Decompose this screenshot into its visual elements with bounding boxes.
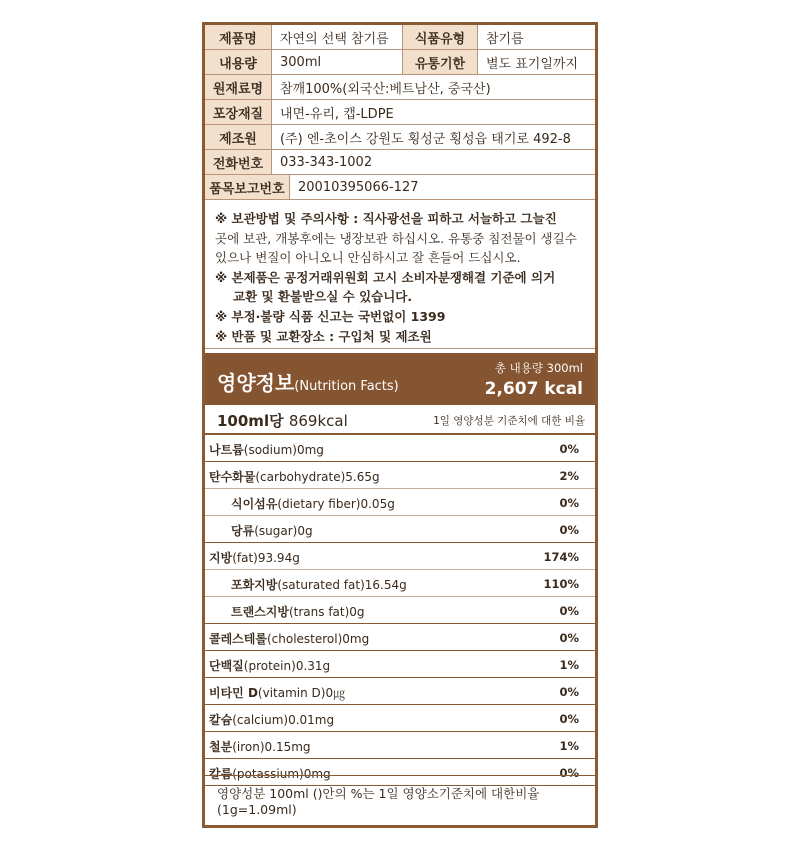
nutrition-title-en: (Nutrition Facts) bbox=[294, 379, 399, 394]
nutrient-amount: 0.05g bbox=[360, 497, 395, 511]
nutrient-name bbox=[231, 603, 365, 620]
nutrient-name-en: (iron) bbox=[232, 740, 265, 754]
nutrient-name-en: (cholesterol) bbox=[266, 632, 343, 646]
nutrient-amount: 0.31g bbox=[295, 659, 331, 673]
nutrient-name bbox=[209, 441, 324, 458]
info-row-phone bbox=[205, 150, 595, 175]
nutrient-row bbox=[205, 489, 595, 516]
nutrient-amount: 0.01mg bbox=[288, 713, 335, 727]
nutrient-daily-percent: 110% bbox=[543, 577, 579, 591]
nutrient-row bbox=[205, 570, 595, 597]
nutrient-name-en: (vitamin D) bbox=[257, 686, 326, 700]
storage-notice bbox=[205, 201, 595, 349]
nutrient-row bbox=[205, 543, 595, 570]
notice-line-6: ※ 부정·불량 식품 신고는 국번없이 1399 bbox=[215, 308, 446, 324]
nutrient-daily-percent: 0% bbox=[559, 523, 579, 537]
nutrient-name-en: (potassium) bbox=[232, 767, 304, 781]
ingredients-value: 참깨100%(외국산:베트남산, 중국산) bbox=[280, 81, 491, 97]
nutrient-name-en: (calcium) bbox=[232, 713, 289, 727]
nutrient-amount: 93.94g bbox=[257, 551, 300, 565]
nutrient-amount: 0g bbox=[349, 605, 365, 619]
nutrient-amount: 0.15mg bbox=[264, 740, 311, 754]
nutrient-name-ko: 단백질 bbox=[209, 659, 244, 673]
nutrient-amount: 5.65g bbox=[345, 470, 380, 484]
per-serving-kcal: 869kcal bbox=[288, 412, 348, 430]
ingredients-label: 원재료명 bbox=[205, 75, 272, 99]
nutrient-name bbox=[209, 711, 334, 728]
nutrient-name-en: (sugar) bbox=[254, 524, 298, 538]
notice-line-2: 곳에 보관, 개봉후에는 냉장보관 하십시오. 유통중 침전물이 생길수 bbox=[215, 230, 577, 246]
nutrient-name-ko: 지방 bbox=[209, 551, 233, 565]
nutrient-name bbox=[209, 657, 330, 674]
nutrient-daily-percent: 174% bbox=[543, 550, 579, 564]
nutrient-row bbox=[205, 705, 595, 732]
nutrient-name-en: (trans fat) bbox=[288, 605, 350, 619]
phone-label: 전화번호 bbox=[205, 150, 272, 174]
nutrient-amount: 0mg bbox=[296, 443, 324, 457]
nutrient-amount: 0㎍ bbox=[325, 686, 346, 700]
notice-line-5: 교환 및 환불받으실 수 있습니다. bbox=[233, 289, 413, 305]
nutrient-name bbox=[209, 630, 369, 647]
report-no-value: 20010395066-127 bbox=[298, 179, 419, 195]
product-name-label: 제품명 bbox=[205, 25, 272, 49]
nutrient-daily-percent: 0% bbox=[559, 496, 579, 510]
nutrient-name-ko: 트랜스지방 bbox=[231, 605, 289, 619]
nutrient-name bbox=[209, 684, 345, 701]
nutrient-name bbox=[231, 522, 313, 539]
nutrient-name-ko: 나트륨 bbox=[209, 443, 244, 457]
nutrient-name bbox=[231, 576, 407, 593]
nutrient-daily-percent: 0% bbox=[559, 442, 579, 456]
nutrient-row bbox=[205, 435, 595, 462]
expiry-label: 유통기한 bbox=[402, 50, 478, 74]
nutrient-name-en: (dietary fiber) bbox=[277, 497, 361, 511]
nutrient-name-en: (fat) bbox=[232, 551, 258, 565]
nutrient-row bbox=[205, 516, 595, 543]
nutrient-name-ko: 포화지방 bbox=[231, 578, 278, 592]
nutrient-daily-percent: 0% bbox=[559, 712, 579, 726]
nutrient-row bbox=[205, 624, 595, 651]
nutrient-name-ko: 콜레스테롤 bbox=[209, 632, 267, 646]
nutrient-amount: 16.54g bbox=[364, 578, 407, 592]
info-row-volume bbox=[205, 50, 595, 75]
nutrient-row bbox=[205, 651, 595, 678]
info-row-report bbox=[205, 175, 595, 200]
nutrient-name-ko: 탄수화물 bbox=[209, 470, 256, 484]
total-volume: 총 내용량 300ml bbox=[494, 361, 583, 375]
maker-value: (주) 엔-초이스 강원도 횡성군 횡성읍 태기로 492-8 bbox=[280, 131, 571, 147]
nutrient-name-en: (carbohydrate) bbox=[255, 470, 346, 484]
nutrition-footer: 영양성분 100ml ()안의 %는 1일 영양소기준치에 대한비율(1g=1.09ml) bbox=[205, 775, 595, 825]
product-label bbox=[202, 22, 598, 828]
nutrient-amount: 0mg bbox=[303, 767, 331, 781]
nutrient-name-en: (saturated fat) bbox=[277, 578, 365, 592]
nutrient-row bbox=[205, 462, 595, 489]
nutrient-amount: 0g bbox=[297, 524, 313, 538]
product-name-value: 자연의 선택 참기름 bbox=[280, 31, 389, 47]
packaging-label: 포장재질 bbox=[205, 100, 272, 124]
nutrient-name-ko: 칼슘 bbox=[209, 713, 233, 727]
nutrient-list bbox=[205, 435, 595, 786]
nutrient-daily-percent: 1% bbox=[559, 658, 579, 672]
food-type-value: 참기름 bbox=[486, 31, 524, 47]
nutrient-daily-percent: 0% bbox=[559, 604, 579, 618]
product-info-table bbox=[205, 25, 595, 200]
info-row-maker bbox=[205, 125, 595, 150]
per-serving bbox=[217, 410, 348, 431]
nutrient-daily-percent: 0% bbox=[559, 766, 579, 780]
per-serving-label: 100ml당 bbox=[217, 412, 284, 430]
nutrient-row bbox=[205, 597, 595, 624]
nutrient-name bbox=[209, 468, 380, 485]
info-row-name bbox=[205, 25, 595, 50]
per-serving-row bbox=[205, 405, 595, 435]
nutrient-row bbox=[205, 732, 595, 759]
food-type-label: 식품유형 bbox=[402, 25, 478, 49]
nutrition-title bbox=[217, 367, 399, 396]
nutrition-title-ko: 영양정보 bbox=[217, 371, 295, 395]
nutrient-name bbox=[209, 549, 300, 566]
volume-label: 내용량 bbox=[205, 50, 272, 74]
notice-line-7: ※ 반품 및 교환장소 : 구입처 및 제조원 bbox=[215, 328, 432, 344]
notice-line-3: 있으나 변질이 아니오니 안심하시고 잘 흔들어 드십시오. bbox=[215, 250, 521, 266]
nutrient-name-en: (sodium) bbox=[243, 443, 297, 457]
volume-value: 300ml bbox=[280, 54, 322, 70]
nutrient-name-ko: 비타민 D bbox=[209, 686, 258, 700]
nutrient-name bbox=[209, 738, 311, 755]
nutrition-header bbox=[205, 353, 595, 405]
maker-label: 제조원 bbox=[205, 125, 272, 149]
total-kcal: 2,607 kcal bbox=[484, 379, 583, 399]
nutrient-name-en: (protein) bbox=[243, 659, 296, 673]
nutrient-amount: 0mg bbox=[342, 632, 370, 646]
info-row-ingredients bbox=[205, 75, 595, 100]
daily-value-note: 1일 영양성분 기준치에 대한 비율 bbox=[433, 415, 585, 427]
notice-line-4: ※ 본제품은 공정거래위원회 고시 소비자분쟁해결 기준에 의거 bbox=[215, 269, 556, 285]
info-row-packaging bbox=[205, 100, 595, 125]
nutrient-name-ko: 식이섬유 bbox=[231, 497, 278, 511]
nutrient-daily-percent: 1% bbox=[559, 739, 579, 753]
packaging-value: 내면-유리, 캡-LDPE bbox=[280, 106, 394, 122]
nutrient-name-ko: 철분 bbox=[209, 740, 233, 754]
notice-line-1: ※ 보관방법 및 주의사항 : 직사광선을 피하고 서늘하고 그늘진 bbox=[215, 211, 557, 226]
nutrient-daily-percent: 2% bbox=[559, 469, 579, 483]
nutrient-daily-percent: 0% bbox=[559, 685, 579, 699]
nutrient-row bbox=[205, 678, 595, 705]
report-no-label: 품목보고번호 bbox=[205, 175, 290, 199]
nutrient-name-ko: 당류 bbox=[231, 524, 255, 538]
nutrient-daily-percent: 0% bbox=[559, 631, 579, 645]
nutrient-name-ko: 칼륨 bbox=[209, 767, 233, 781]
nutrient-name bbox=[231, 495, 395, 512]
expiry-value: 별도 표기일까지 bbox=[486, 56, 579, 72]
phone-value: 033-343-1002 bbox=[280, 154, 373, 170]
